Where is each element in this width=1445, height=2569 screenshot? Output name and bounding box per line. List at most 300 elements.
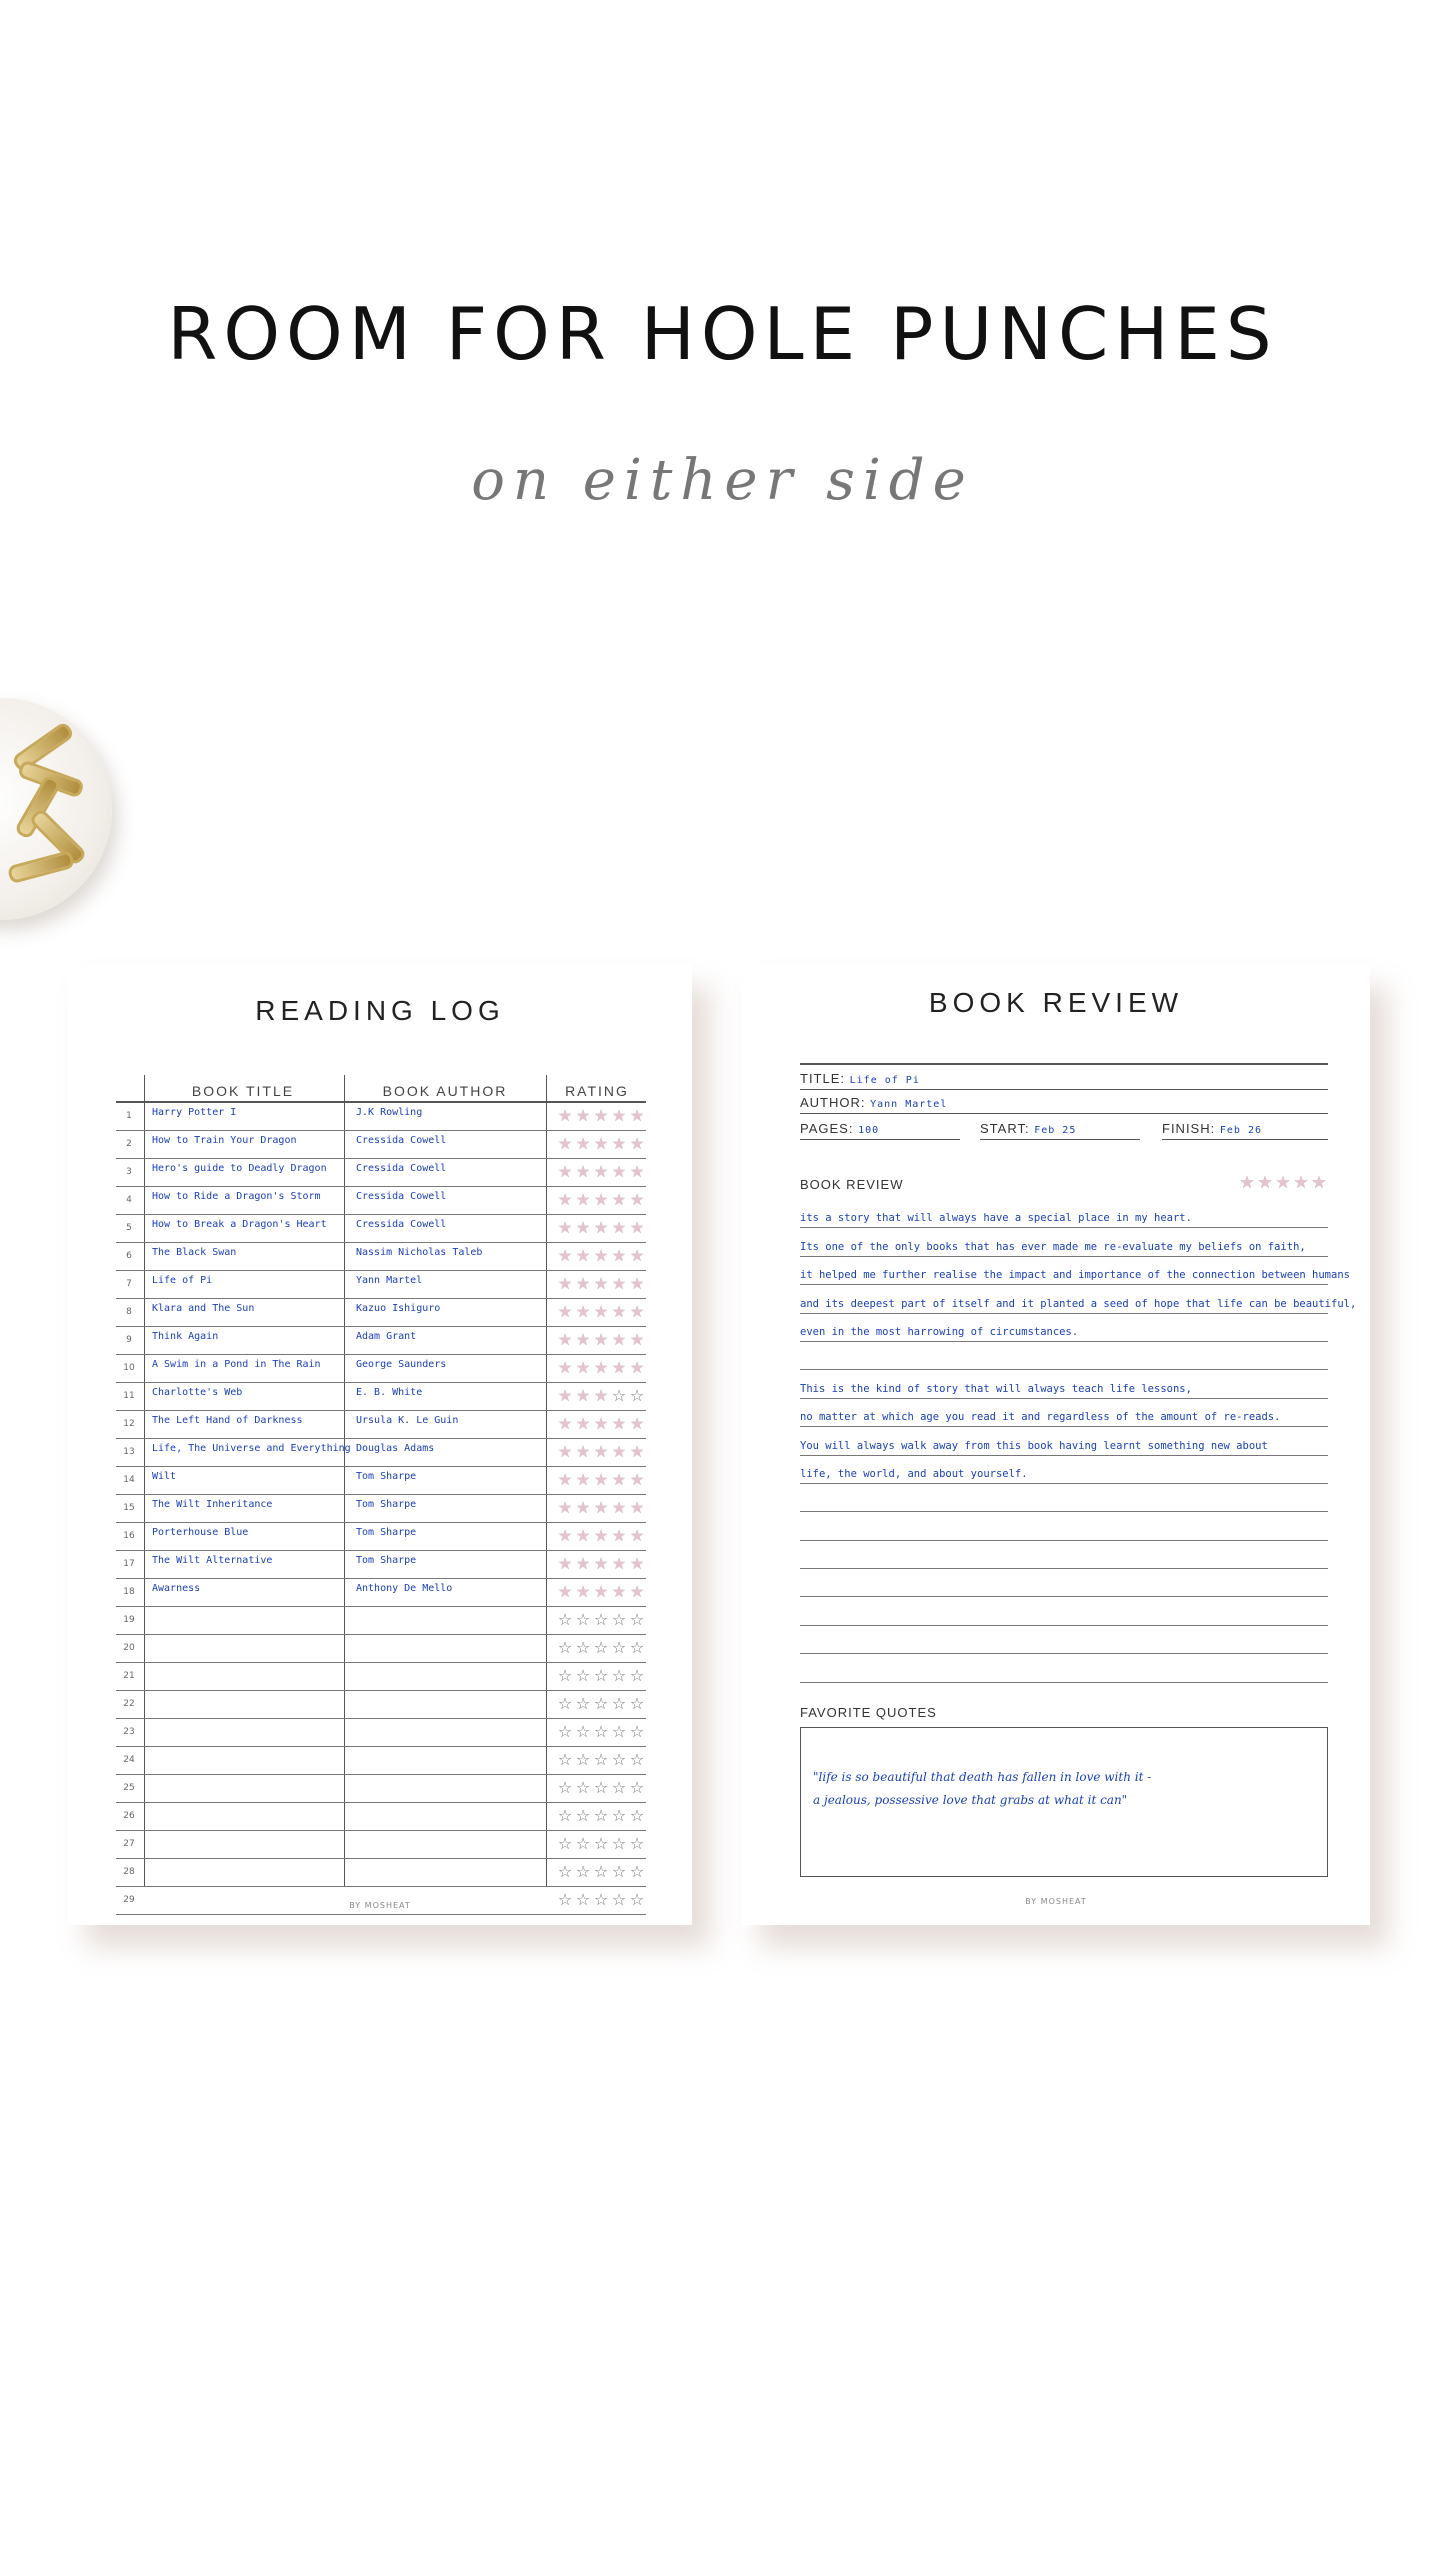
rating-stars[interactable] [556, 1415, 646, 1433]
star-icon[interactable]: ☆ [575, 1722, 591, 1741]
star-icon[interactable]: ☆ [557, 1666, 573, 1685]
star-icon[interactable]: ☆ [611, 1722, 627, 1741]
star-icon[interactable]: ★ [629, 1302, 645, 1321]
review-line[interactable] [800, 1200, 1328, 1228]
rating-stars[interactable] [556, 1527, 646, 1545]
book-title-cell[interactable]: How to Train Your Dragon [152, 1135, 297, 1146]
book-author-cell[interactable]: Tom Sharpe [356, 1499, 417, 1510]
star-icon[interactable]: ★ [557, 1218, 573, 1237]
rating-stars[interactable] [556, 1863, 646, 1881]
book-author-cell[interactable]: Nassim Nicholas Taleb [356, 1247, 483, 1258]
row-number: 14 [123, 1475, 135, 1485]
star-icon[interactable]: ☆ [611, 1890, 627, 1909]
star-icon[interactable]: ★ [629, 1498, 645, 1517]
table-row[interactable] [116, 1607, 646, 1635]
star-icon[interactable]: ★ [629, 1470, 645, 1489]
star-icon[interactable]: ★ [593, 1358, 609, 1377]
review-line[interactable] [800, 1285, 1357, 1313]
book-title-cell[interactable]: Awarness [152, 1583, 201, 1594]
star-icon[interactable]: ★ [557, 1358, 573, 1377]
row-number: 26 [123, 1811, 135, 1821]
star-icon[interactable]: ☆ [629, 1694, 645, 1713]
star-icon[interactable]: ☆ [575, 1862, 591, 1881]
review-line-text: its a story that will always have a special place in my heart. [800, 1212, 1192, 1225]
row-number: 2 [126, 1139, 132, 1149]
start-label: START: Feb 25 [980, 1121, 1077, 1136]
subheading: on either side [471, 448, 974, 513]
rating-stars[interactable] [556, 1471, 646, 1489]
star-icon[interactable]: ★ [557, 1302, 573, 1321]
star-icon[interactable]: ☆ [575, 1610, 591, 1629]
star-icon[interactable]: ☆ [611, 1638, 627, 1657]
row-number: 24 [123, 1755, 135, 1765]
rating-stars[interactable] [556, 1443, 646, 1461]
star-icon[interactable]: ★ [611, 1330, 627, 1349]
book-author-cell[interactable]: Cressida Cowell [356, 1219, 447, 1230]
star-icon[interactable]: ★ [575, 1330, 591, 1349]
star-icon[interactable]: ★ [575, 1442, 591, 1461]
table-row[interactable] [116, 1859, 646, 1887]
star-icon[interactable]: ☆ [629, 1834, 645, 1853]
star-icon[interactable]: ☆ [593, 1806, 609, 1825]
star-icon[interactable]: ★ [575, 1526, 591, 1545]
row-number: 22 [123, 1699, 135, 1709]
star-icon[interactable]: ★ [611, 1106, 627, 1125]
table-row[interactable] [116, 1803, 646, 1831]
table-row[interactable] [116, 1411, 646, 1439]
star-icon[interactable]: ★ [575, 1386, 591, 1405]
book-author-cell[interactable]: Douglas Adams [356, 1443, 435, 1454]
table-row[interactable] [116, 1467, 646, 1495]
star-icon[interactable]: ★ [593, 1134, 609, 1153]
review-line[interactable] [800, 1399, 1328, 1427]
star-icon[interactable]: ☆ [557, 1806, 573, 1825]
star-icon[interactable]: ★ [575, 1582, 591, 1601]
star-icon[interactable]: ★ [575, 1190, 591, 1209]
table-row[interactable] [116, 1579, 646, 1607]
star-icon[interactable]: ★ [557, 1526, 573, 1545]
star-icon[interactable]: ☆ [611, 1806, 627, 1825]
book-author-cell[interactable]: Tom Sharpe [356, 1527, 417, 1538]
star-icon[interactable]: ★ [575, 1246, 591, 1265]
star-icon[interactable]: ★ [575, 1414, 591, 1433]
star-icon[interactable]: ☆ [575, 1666, 591, 1685]
star-icon[interactable]: ☆ [593, 1694, 609, 1713]
star-icon[interactable]: ☆ [593, 1750, 609, 1769]
star-icon[interactable]: ★ [593, 1526, 609, 1545]
rating-stars[interactable] [556, 1163, 646, 1181]
rating-stars[interactable] [556, 1807, 646, 1825]
star-icon[interactable]: ★ [593, 1190, 609, 1209]
table-row[interactable] [116, 1327, 646, 1355]
star-icon[interactable]: ☆ [557, 1694, 573, 1713]
table-row[interactable] [116, 1103, 646, 1131]
star-icon[interactable]: ★ [575, 1162, 591, 1181]
rating-stars[interactable] [556, 1219, 646, 1237]
review-line[interactable] [800, 1427, 1328, 1455]
book-author-cell[interactable]: Cressida Cowell [356, 1191, 447, 1202]
star-icon[interactable]: ★ [575, 1106, 591, 1125]
title-field[interactable] [800, 1063, 1328, 1090]
review-line[interactable] [800, 1569, 1328, 1597]
star-icon[interactable]: ☆ [593, 1610, 609, 1629]
star-icon[interactable]: ☆ [575, 1834, 591, 1853]
column-rating: RATING [565, 1083, 629, 1099]
star-icon[interactable]: ★ [611, 1134, 627, 1153]
start-field[interactable] [980, 1115, 1140, 1140]
star-icon[interactable]: ★ [593, 1302, 609, 1321]
rating-stars[interactable] [556, 1135, 646, 1153]
book-author-cell[interactable]: Anthony De Mello [356, 1583, 453, 1594]
book-author-cell[interactable]: Tom Sharpe [356, 1555, 417, 1566]
review-line-text: even in the most harrowing of circumstances. [800, 1325, 1079, 1338]
table-row[interactable] [116, 1775, 646, 1803]
star-icon[interactable]: ★ [557, 1190, 573, 1209]
star-icon[interactable]: ★ [575, 1134, 591, 1153]
star-icon[interactable]: ☆ [557, 1750, 573, 1769]
paper-clip [7, 850, 75, 884]
star-icon[interactable]: ☆ [611, 1862, 627, 1881]
rating-stars[interactable] [556, 1723, 646, 1741]
star-icon[interactable]: ☆ [593, 1834, 609, 1853]
book-title-cell[interactable]: The Left Hand of Darkness [152, 1415, 303, 1426]
star-icon[interactable]: ☆ [629, 1778, 645, 1797]
star-icon[interactable]: ★ [629, 1526, 645, 1545]
rating-stars[interactable] [556, 1331, 646, 1349]
rating-stars[interactable] [556, 1499, 646, 1517]
book-title-cell[interactable]: How to Ride a Dragon's Storm [152, 1191, 321, 1202]
reading-log-rows [116, 1103, 646, 1915]
book-author-cell[interactable]: Tom Sharpe [356, 1471, 417, 1482]
finish-field[interactable] [1162, 1115, 1328, 1140]
book-review-title: BOOK REVIEW [928, 987, 1184, 1018]
rating-stars[interactable] [556, 1695, 646, 1713]
review-rating[interactable] [1228, 1173, 1328, 1193]
star-icon[interactable]: ☆ [575, 1806, 591, 1825]
star-icon[interactable]: ★ [611, 1218, 627, 1237]
star-icon[interactable]: ★ [629, 1190, 645, 1209]
book-title-cell[interactable]: Charlotte's Web [152, 1387, 243, 1398]
review-line[interactable] [800, 1257, 1350, 1285]
star-icon[interactable]: ★ [557, 1274, 573, 1293]
star-icon[interactable]: ★ [593, 1386, 609, 1405]
table-row[interactable] [116, 1523, 646, 1551]
star-icon[interactable]: ★ [593, 1106, 609, 1125]
book-author-cell[interactable]: Yann Martel [356, 1275, 423, 1286]
star-icon[interactable]: ★ [593, 1554, 609, 1573]
rating-stars[interactable] [556, 1303, 646, 1321]
star-icon[interactable]: ★ [557, 1554, 573, 1573]
star-icon[interactable]: ★ [629, 1218, 645, 1237]
pages-value: 100 [858, 1125, 880, 1136]
book-author-cell[interactable]: Cressida Cowell [356, 1135, 447, 1146]
rating-stars[interactable] [556, 1639, 646, 1657]
rating-stars[interactable] [556, 1583, 646, 1601]
star-icon[interactable]: ☆ [629, 1862, 645, 1881]
star-icon[interactable]: ★ [611, 1246, 627, 1265]
star-icon[interactable]: ★ [611, 1554, 627, 1573]
pages-label: PAGES: 100 [800, 1121, 880, 1136]
star-icon[interactable]: ★ [557, 1134, 573, 1153]
review-line[interactable] [800, 1456, 1328, 1484]
review-line[interactable] [800, 1342, 1328, 1370]
star-icon[interactable]: ★ [611, 1470, 627, 1489]
star-icon[interactable]: ★ [557, 1442, 573, 1461]
book-author-cell[interactable]: George Saunders [356, 1359, 447, 1370]
review-line[interactable] [800, 1597, 1328, 1625]
star-icon[interactable]: ★ [611, 1582, 627, 1601]
star-icon[interactable]: ☆ [593, 1666, 609, 1685]
book-author-cell[interactable]: Kazuo Ishiguro [356, 1303, 441, 1314]
star-icon[interactable]: ☆ [575, 1638, 591, 1657]
star-icon[interactable]: ★ [611, 1302, 627, 1321]
star-icon[interactable]: ★ [611, 1526, 627, 1545]
rating-stars[interactable] [556, 1275, 646, 1293]
row-number: 25 [123, 1783, 135, 1793]
table-row[interactable] [116, 1635, 646, 1663]
star-icon[interactable]: ☆ [611, 1666, 627, 1685]
star-icon[interactable]: ★ [629, 1134, 645, 1153]
book-title-cell[interactable]: Harry Potter I [152, 1107, 237, 1118]
rating-stars[interactable] [556, 1835, 646, 1853]
star-icon[interactable]: ☆ [629, 1610, 645, 1629]
star-icon[interactable]: ☆ [629, 1722, 645, 1741]
pages-field[interactable] [800, 1115, 960, 1140]
table-row[interactable] [116, 1243, 646, 1271]
star-icon[interactable]: ★ [593, 1470, 609, 1489]
star-icon[interactable]: ★ [629, 1554, 645, 1573]
star-icon[interactable]: ★ [629, 1274, 645, 1293]
star-icon[interactable]: ☆ [611, 1834, 627, 1853]
star-icon[interactable]: ☆ [611, 1610, 627, 1629]
finish-label: FINISH: Feb 26 [1162, 1121, 1262, 1136]
star-icon[interactable]: ☆ [593, 1890, 609, 1909]
star-icon[interactable]: ☆ [629, 1666, 645, 1685]
book-title-cell[interactable]: Think Again [152, 1331, 219, 1342]
star-icon[interactable]: ☆ [557, 1638, 573, 1657]
star-icon[interactable]: ☆ [557, 1862, 573, 1881]
star-icon[interactable]: ★ [557, 1582, 573, 1601]
star-icon[interactable]: ★ [611, 1442, 627, 1461]
title-value: Life of Pi [849, 1075, 920, 1086]
rating-stars[interactable] [556, 1191, 646, 1209]
favorite-quotes-box[interactable] [800, 1727, 1328, 1877]
star-icon[interactable]: ★ [1257, 1173, 1273, 1193]
row-number: 1 [126, 1111, 132, 1121]
book-title-cell[interactable]: Porterhouse Blue [152, 1527, 249, 1538]
table-row[interactable] [116, 1271, 646, 1299]
star-icon[interactable]: ☆ [593, 1778, 609, 1797]
favorite-quotes-label: FAVORITE QUOTES [800, 1705, 937, 1720]
star-icon[interactable]: ★ [593, 1498, 609, 1517]
star-icon[interactable]: ★ [1239, 1173, 1255, 1193]
star-icon[interactable]: ★ [557, 1470, 573, 1489]
star-icon[interactable]: ☆ [575, 1890, 591, 1909]
book-author-cell[interactable]: J.K Rowling [356, 1107, 423, 1118]
row-number: 29 [123, 1895, 135, 1905]
table-row[interactable] [116, 1131, 646, 1159]
review-line[interactable] [800, 1370, 1328, 1398]
rating-stars[interactable] [556, 1247, 646, 1265]
review-line[interactable] [800, 1654, 1328, 1682]
star-icon[interactable]: ★ [575, 1358, 591, 1377]
star-icon[interactable]: ★ [575, 1274, 591, 1293]
rating-stars[interactable] [556, 1387, 646, 1405]
star-icon[interactable]: ☆ [611, 1386, 627, 1405]
review-line[interactable] [800, 1626, 1328, 1654]
star-icon[interactable]: ★ [611, 1498, 627, 1517]
star-icon[interactable]: ☆ [611, 1694, 627, 1713]
star-icon[interactable]: ☆ [611, 1778, 627, 1797]
star-icon[interactable]: ★ [629, 1414, 645, 1433]
star-icon[interactable]: ★ [593, 1274, 609, 1293]
star-icon[interactable]: ★ [593, 1162, 609, 1181]
star-icon[interactable]: ☆ [629, 1638, 645, 1657]
star-icon[interactable]: ★ [593, 1582, 609, 1601]
rating-stars[interactable] [556, 1611, 646, 1629]
star-icon[interactable]: ★ [557, 1246, 573, 1265]
book-author-cell[interactable]: Ursula K. Le Guin [356, 1415, 459, 1426]
star-icon[interactable]: ★ [593, 1246, 609, 1265]
row-number: 11 [123, 1391, 135, 1401]
table-row[interactable] [116, 1355, 646, 1383]
book-title-cell[interactable]: Life, The Universe and Everything [152, 1443, 351, 1454]
table-row[interactable] [116, 1691, 646, 1719]
review-line[interactable] [800, 1228, 1328, 1256]
star-icon[interactable]: ★ [575, 1218, 591, 1237]
star-icon[interactable]: ☆ [557, 1890, 573, 1909]
star-icon[interactable]: ★ [557, 1386, 573, 1405]
author-field[interactable] [800, 1089, 1328, 1114]
book-title-cell[interactable]: Klara and The Sun [152, 1303, 255, 1314]
book-author-cell[interactable]: E. B. White [356, 1387, 423, 1398]
author-value: Yann Martel [870, 1099, 948, 1110]
star-icon[interactable]: ☆ [575, 1750, 591, 1769]
star-icon[interactable]: ★ [1311, 1173, 1327, 1193]
star-icon[interactable]: ★ [593, 1218, 609, 1237]
book-title-cell[interactable]: The Wilt Inheritance [152, 1499, 273, 1510]
star-icon[interactable]: ☆ [557, 1778, 573, 1797]
rating-stars[interactable] [556, 1751, 646, 1769]
star-icon[interactable]: ☆ [593, 1862, 609, 1881]
book-title-cell[interactable]: The Wilt Alternative [152, 1555, 273, 1566]
table-row[interactable] [116, 1215, 646, 1243]
book-title-cell[interactable]: Wilt [152, 1471, 177, 1482]
rating-stars[interactable] [556, 1667, 646, 1685]
book-author-cell[interactable]: Cressida Cowell [356, 1163, 447, 1174]
row-number: 18 [123, 1587, 135, 1597]
review-line[interactable] [800, 1484, 1328, 1512]
review-line-text: it helped me further realise the impact and importance of the connection between humans [800, 1269, 1350, 1282]
rating-stars[interactable] [556, 1779, 646, 1797]
star-icon[interactable]: ★ [629, 1246, 645, 1265]
table-row[interactable] [116, 1439, 646, 1467]
rating-stars[interactable] [556, 1555, 646, 1573]
star-icon[interactable]: ★ [629, 1442, 645, 1461]
book-title-cell[interactable]: How to Break a Dragon's Heart [152, 1219, 327, 1230]
table-row[interactable] [116, 1299, 646, 1327]
star-icon[interactable]: ★ [611, 1414, 627, 1433]
star-icon[interactable]: ★ [575, 1470, 591, 1489]
review-section-label: BOOK REVIEW [800, 1177, 904, 1192]
review-line-text: This is the kind of story that will always teach life lessons, [800, 1382, 1192, 1395]
table-row[interactable] [116, 1159, 646, 1187]
star-icon[interactable]: ☆ [629, 1890, 645, 1909]
reading-log-header [116, 1075, 646, 1103]
table-row[interactable] [116, 1383, 646, 1411]
star-icon[interactable]: ★ [611, 1358, 627, 1377]
star-icon[interactable]: ★ [575, 1554, 591, 1573]
table-row[interactable] [116, 1831, 646, 1859]
table-row[interactable] [116, 1663, 646, 1691]
review-line[interactable] [800, 1512, 1328, 1540]
star-icon[interactable]: ★ [557, 1106, 573, 1125]
book-title-cell[interactable]: A Swim in a Pond in The Rain [152, 1359, 321, 1370]
star-icon[interactable]: ★ [557, 1414, 573, 1433]
star-icon[interactable]: ★ [593, 1330, 609, 1349]
rating-stars[interactable] [556, 1107, 646, 1125]
star-icon[interactable]: ☆ [575, 1694, 591, 1713]
favorite-quote [813, 1766, 1151, 1812]
review-line-text: Its one of the only books that has ever made me re-evaluate my beliefs on faith, [800, 1240, 1306, 1253]
star-icon[interactable]: ★ [557, 1498, 573, 1517]
table-row[interactable] [116, 1551, 646, 1579]
table-row[interactable] [116, 1719, 646, 1747]
star-icon[interactable]: ☆ [629, 1806, 645, 1825]
star-icon[interactable]: ☆ [593, 1722, 609, 1741]
star-icon[interactable]: ★ [593, 1414, 609, 1433]
star-icon[interactable]: ★ [1293, 1173, 1309, 1193]
star-icon[interactable]: ☆ [629, 1750, 645, 1769]
star-icon[interactable]: ★ [1275, 1173, 1291, 1193]
star-icon[interactable]: ☆ [611, 1750, 627, 1769]
star-icon[interactable]: ★ [575, 1302, 591, 1321]
star-icon[interactable]: ★ [593, 1442, 609, 1461]
star-icon[interactable]: ★ [557, 1162, 573, 1181]
star-icon[interactable]: ★ [611, 1274, 627, 1293]
star-icon[interactable]: ★ [629, 1162, 645, 1181]
book-author-cell[interactable]: Adam Grant [356, 1331, 417, 1342]
star-icon[interactable]: ☆ [557, 1610, 573, 1629]
star-icon[interactable]: ☆ [557, 1834, 573, 1853]
star-icon[interactable]: ★ [629, 1358, 645, 1377]
row-number: 6 [126, 1251, 132, 1261]
row-number: 4 [126, 1195, 132, 1205]
star-icon[interactable]: ☆ [575, 1778, 591, 1797]
row-number: 15 [123, 1503, 135, 1513]
star-icon[interactable]: ★ [611, 1190, 627, 1209]
star-icon[interactable]: ★ [575, 1498, 591, 1517]
star-icon[interactable]: ★ [629, 1582, 645, 1601]
book-title-cell[interactable]: The Black Swan [152, 1247, 237, 1258]
table-row[interactable] [116, 1495, 646, 1523]
book-title-cell[interactable]: Life of Pi [152, 1275, 213, 1286]
table-row[interactable] [116, 1747, 646, 1775]
star-icon[interactable]: ★ [629, 1106, 645, 1125]
star-icon[interactable]: ★ [629, 1330, 645, 1349]
review-line[interactable] [800, 1541, 1328, 1569]
review-line[interactable] [800, 1314, 1328, 1342]
row-number: 8 [126, 1307, 132, 1317]
star-icon[interactable]: ☆ [557, 1722, 573, 1741]
star-icon[interactable]: ☆ [593, 1638, 609, 1657]
table-row[interactable] [116, 1187, 646, 1215]
star-icon[interactable]: ★ [557, 1330, 573, 1349]
book-title-cell[interactable]: Hero's guide to Deadly Dragon [152, 1163, 327, 1174]
rating-stars[interactable] [556, 1359, 646, 1377]
star-icon[interactable]: ☆ [629, 1386, 645, 1405]
star-icon[interactable]: ★ [611, 1162, 627, 1181]
